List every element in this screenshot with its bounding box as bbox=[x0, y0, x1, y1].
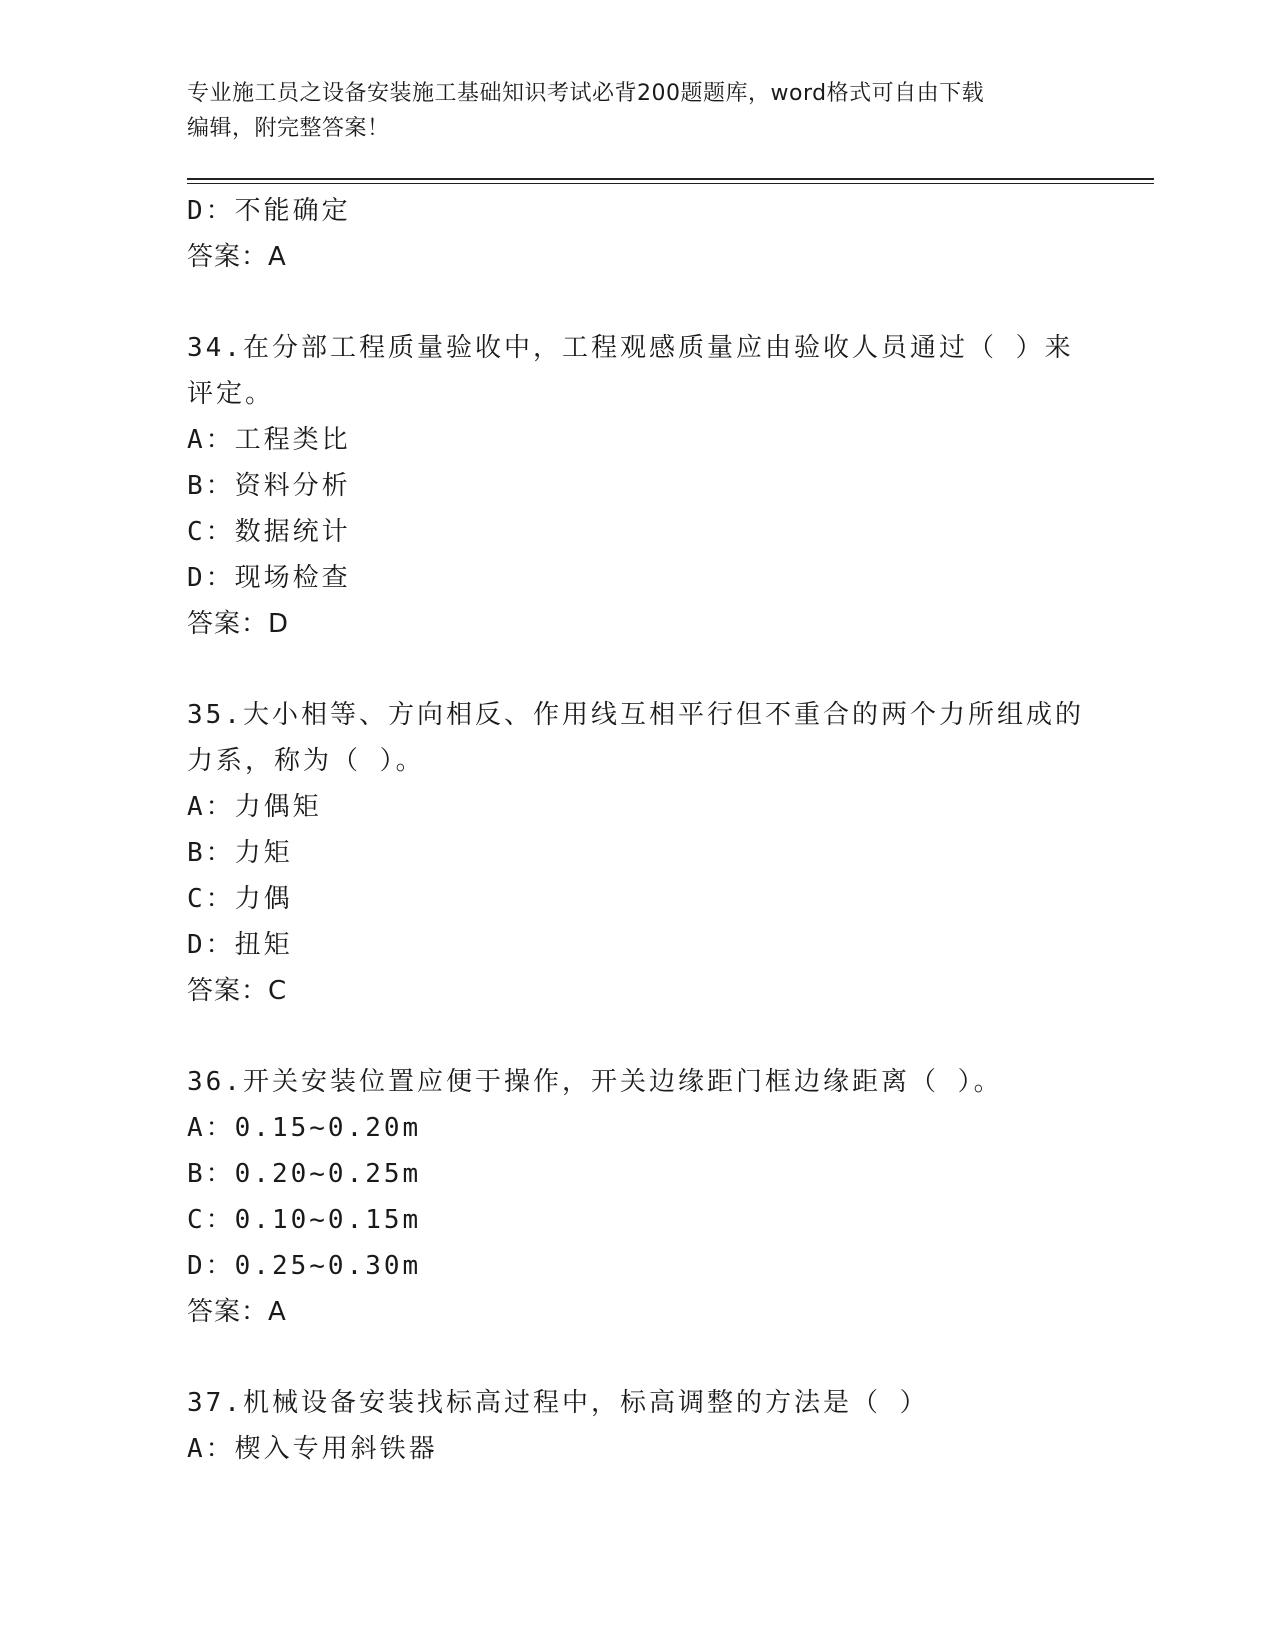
spacer bbox=[187, 1335, 1087, 1380]
question-text: 35.大小相等、方向相反、作用线互相平行但不重合的两个力所组成的 bbox=[187, 700, 1084, 730]
option-a: A：0.15~0.20m bbox=[187, 1113, 422, 1143]
option-d: D：0.25~0.30m bbox=[187, 1251, 422, 1281]
header-line-1: 专业施工员之设备安装施工基础知识考试必背200题题库，word格式可自由下载 bbox=[187, 81, 985, 106]
option-b: B：0.20~0.25m bbox=[187, 1159, 422, 1189]
header-divider-thin bbox=[187, 183, 1154, 184]
question-text: 36.开关安装位置应便于操作，开关边缘距门框边缘距离（ ）。 bbox=[187, 1067, 1003, 1097]
option-c: C：数据统计 bbox=[187, 517, 351, 547]
option-c: C：0.10~0.15m bbox=[187, 1205, 422, 1235]
question-list bbox=[187, 188, 1087, 1472]
option-a: A：工程类比 bbox=[187, 425, 351, 455]
spacer bbox=[187, 1014, 1087, 1059]
question-text: 37.机械设备安装找标高过程中，标高调整的方法是（ ） bbox=[187, 1388, 929, 1418]
option-a: A：力偶矩 bbox=[187, 792, 322, 822]
question-block-37 bbox=[187, 1380, 1087, 1472]
question-text-continued: 力系，称为（ ）。 bbox=[187, 746, 425, 776]
option-d: D：扭矩 bbox=[187, 930, 293, 960]
header-divider-thick bbox=[187, 178, 1154, 180]
document-header bbox=[187, 76, 1087, 146]
question-text: 34.在分部工程质量验收中，工程观感质量应由验收人员通过（ ）来 bbox=[187, 333, 1074, 363]
option-c: C：力偶 bbox=[187, 884, 293, 914]
option-a: A：楔入专用斜铁器 bbox=[187, 1434, 438, 1464]
answer-label: 答案：A bbox=[187, 1297, 287, 1327]
spacer bbox=[187, 280, 1087, 325]
option-d: D：现场检查 bbox=[187, 563, 351, 593]
question-text-continued: 评定。 bbox=[187, 379, 275, 409]
answer-label: 答案：A bbox=[187, 242, 287, 272]
option-b: B：力矩 bbox=[187, 838, 293, 868]
answer-label: 答案：C bbox=[187, 976, 288, 1006]
spacer bbox=[187, 647, 1087, 692]
question-block-34 bbox=[187, 325, 1087, 647]
question-block-33 bbox=[187, 188, 1087, 280]
option-d: D：不能确定 bbox=[187, 196, 351, 226]
option-b: B：资料分析 bbox=[187, 471, 351, 501]
question-block-36 bbox=[187, 1059, 1087, 1335]
header-line-2: 编辑，附完整答案！ bbox=[187, 116, 390, 141]
question-block-35 bbox=[187, 692, 1087, 1014]
answer-label: 答案：D bbox=[187, 609, 290, 639]
